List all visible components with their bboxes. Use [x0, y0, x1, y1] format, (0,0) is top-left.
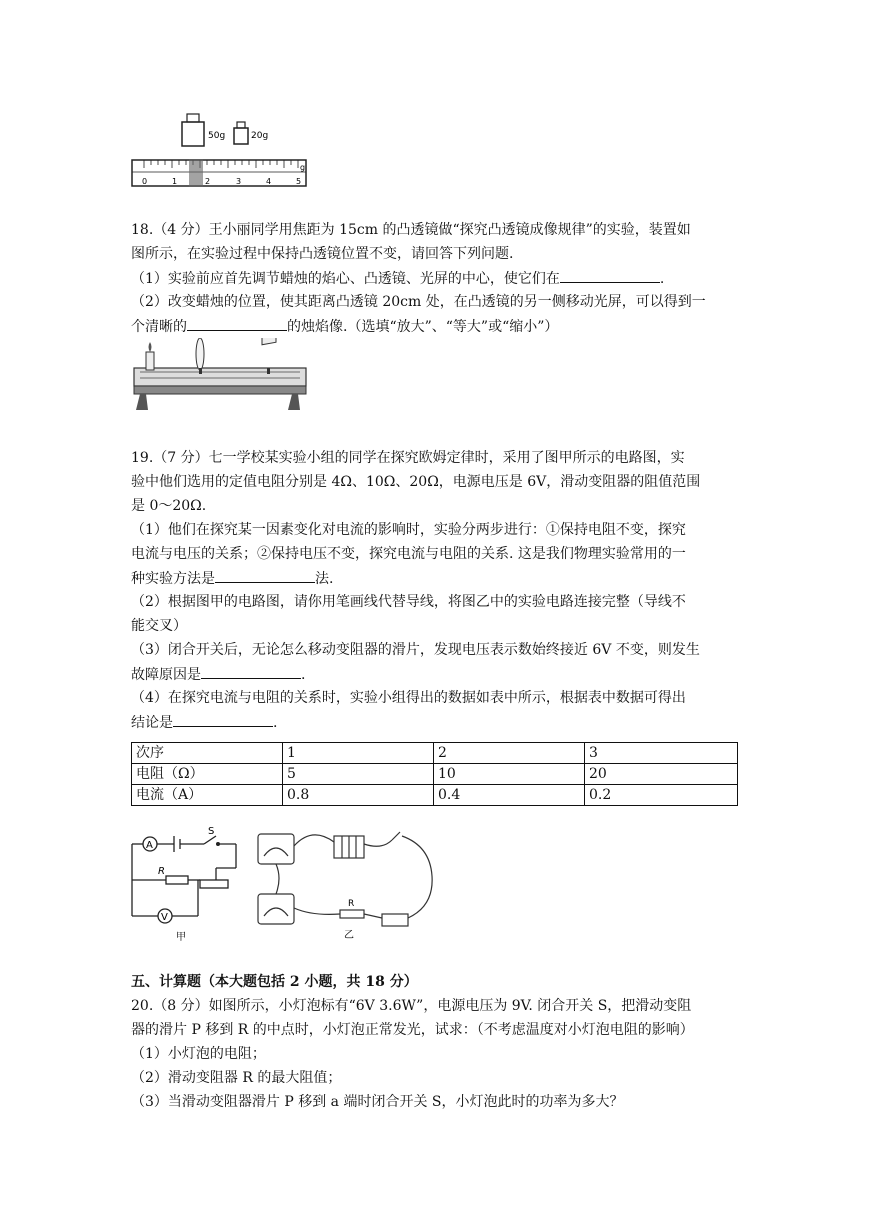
q20-line-5: （3）当滑动变阻器滑片 P 移到 a 端时闭合开关 S，小灯泡此时的功率为多大？	[131, 1094, 624, 1110]
q20-line-2: 器的滑片 P 移到 R 的中点时，小灯泡正常发光，试求：（不考虑温度对小灯泡电阻的影响）	[131, 1022, 694, 1038]
data-table	[131, 742, 738, 806]
resistor-label-yi: R	[348, 899, 355, 909]
q19-line-8: 能交叉）	[131, 618, 187, 634]
figure-jia-label: 甲	[176, 932, 186, 943]
scale-tick-3: 3	[236, 177, 242, 186]
q20-line-3: （1）小灯泡的电阻；	[131, 1046, 266, 1062]
weight-20g-label: 20g	[251, 131, 269, 141]
q18-l5-end: 的烛焰像.（选填“放大”、“等大”或“缩小”）	[287, 319, 559, 335]
q19-line-6	[131, 568, 333, 589]
table-cell: 20	[585, 764, 738, 785]
table-cell: 次序	[132, 743, 283, 764]
q19-l12-text: 结论是	[131, 715, 173, 731]
ammeter-label: A	[146, 840, 153, 851]
q19-line-9: （3）闭合开关后，无论怎么移动变阻器的滑片，发现电压表示数始终接近 6V 不变，则发生	[131, 642, 700, 658]
table-cell: 0.4	[434, 785, 585, 806]
q18-line-1: 18.（4 分）王小丽同学用焦距为 15cm 的凸透镜做“探究凸透镜成像规律”的实验，装置如	[131, 222, 691, 238]
table-cell: 电流（A）	[132, 785, 283, 806]
q20-line-1: 20.（8 分）如图所示，小灯泡标有“6V 3.6W”，电源电压为 9V. 闭合开关 S，把滑动变阻	[131, 998, 692, 1014]
q19-l10-end: .	[301, 667, 306, 683]
q18-blank-1[interactable]	[560, 268, 660, 283]
table-row	[132, 743, 738, 764]
voltmeter-label: V	[161, 912, 168, 923]
q19-line-4: （1）他们在探究某一因素变化对电流的影响时，实验分两步进行：①保持电阻不变，探究	[131, 522, 686, 538]
weight-50g-label: 50g	[208, 131, 226, 141]
table-cell: 0.8	[283, 785, 434, 806]
q19-l6-end: 法.	[315, 571, 334, 587]
table-row	[132, 785, 738, 806]
figure-yi-label: 乙	[344, 930, 354, 941]
q19-line-3: 是 0～20Ω.	[131, 498, 207, 514]
q18-blank-2[interactable]	[187, 316, 287, 331]
q19-blank-3[interactable]	[173, 712, 273, 727]
section-5-title: 五、计算题（本大题包括 2 小题，共 18 分）	[131, 974, 418, 990]
scale-tick-5: 5	[296, 177, 302, 186]
q19-line-10	[131, 664, 305, 685]
q19-line-12	[131, 712, 277, 733]
q18-l5-text: 个清晰的	[131, 319, 187, 335]
optical-bench-figure	[130, 338, 310, 418]
table-cell: 3	[585, 743, 738, 764]
q18-line-2: 图所示，在实验过程中保持凸透镜位置不变，请回答下列问题.	[131, 246, 514, 262]
table-cell: 0.2	[585, 785, 738, 806]
table-cell: 1	[283, 743, 434, 764]
q19-l10-text: 故障原因是	[131, 667, 201, 683]
table-cell: 10	[434, 764, 585, 785]
q19-line-1: 19.（7 分）七一学校某实验小组的同学在探究欧姆定律时，采用了图甲所示的电路图，实	[131, 450, 685, 466]
table-cell: 2	[434, 743, 585, 764]
q19-blank-2[interactable]	[201, 664, 301, 679]
q19-line-2: 验中他们选用的定值电阻分别是 4Ω、10Ω、20Ω，电源电压是 6V，滑动变阻器的阻值范围	[131, 474, 701, 490]
table-cell: 5	[283, 764, 434, 785]
q18-l3-end: .	[659, 271, 665, 287]
circuit-diagram-jia	[128, 826, 240, 944]
scale-tick-4: 4	[266, 177, 272, 186]
q18-line-4: （2）改变蜡烛的位置，使其距离凸透镜 20cm 处，在凸透镜的另一侧移动光屏，可以得到一	[131, 294, 706, 310]
q18-line-5	[131, 316, 558, 337]
q19-l12-end: .	[273, 715, 278, 731]
q19-line-5: 电流与电压的关系；②保持电压不变，探究电流与电阻的关系. 这是我们物理实验常用的一	[131, 546, 686, 562]
q19-line-7: （2）根据图甲的电路图，请你用笔画线代替导线，将图乙中的实验电路连接完整（导线不	[131, 594, 686, 610]
q19-l6-text: 种实验方法是	[131, 571, 215, 587]
circuit-apparatus-yi	[252, 826, 452, 944]
scale-tick-2: 2	[205, 177, 211, 186]
resistor-label: R	[158, 866, 165, 877]
balance-scale-figure	[130, 110, 310, 192]
q18-line-3	[131, 268, 664, 289]
q20-line-4: （2）滑动变阻器 R 的最大阻值；	[131, 1070, 342, 1086]
table-row	[132, 764, 738, 785]
q19-line-11: （4）在探究电流与电阻的关系时，实验小组得出的数据如表中所示，根据表中数据可得出	[131, 690, 686, 706]
scale-unit: g	[300, 163, 306, 172]
scale-tick-0: 0	[142, 177, 148, 186]
switch-label: S	[208, 826, 215, 837]
table-cell: 电阻（Ω）	[132, 764, 283, 785]
scale-tick-1: 1	[172, 177, 178, 186]
q19-blank-1[interactable]	[215, 568, 315, 583]
q18-l3-text: （1）实验前应首先调节蜡烛的焰心、凸透镜、光屏的中心，使它们在	[131, 271, 560, 287]
